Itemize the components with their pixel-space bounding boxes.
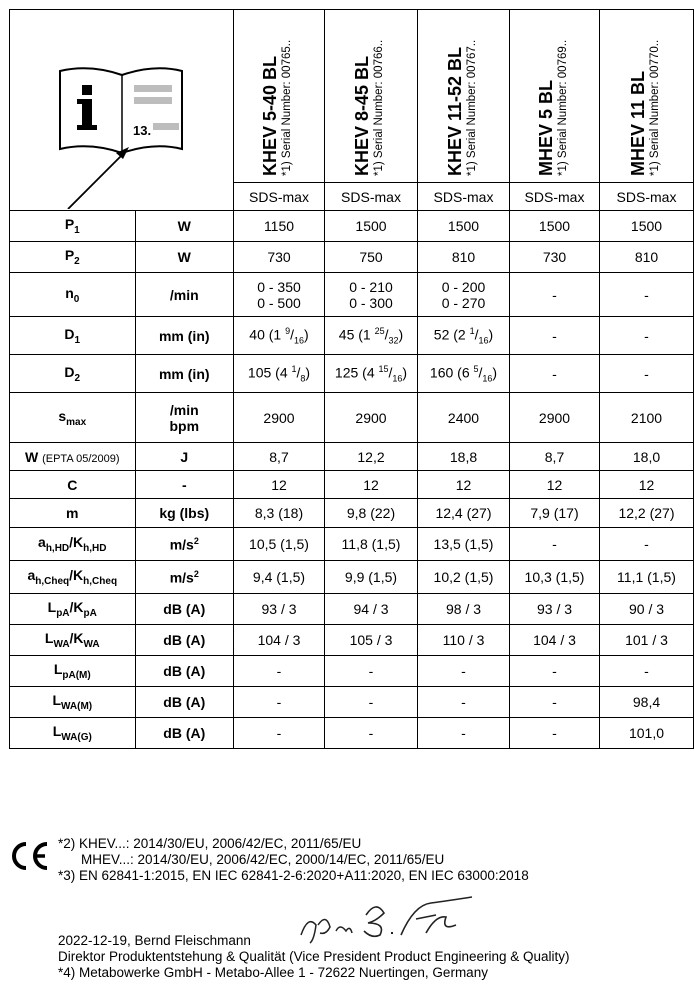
unit-label: dB (A): [135, 718, 233, 749]
chuck-type: SDS-max: [510, 183, 600, 211]
parameter-label: $L_{pA(M)}$: [10, 656, 136, 687]
model-name: MHEV 11 BL: [627, 70, 648, 176]
value-cell: 98 / 3: [418, 594, 510, 625]
manual-icon-cell: [10, 10, 234, 211]
parameter-label: $P_1$: [10, 211, 136, 242]
value-cell: 40 (1 $^9/_{16}$): [234, 317, 325, 355]
signatory-title: Direktor Produktentstehung & Qualität (Vice President Product Engineering & Quality): [58, 949, 570, 964]
value-cell: 1500: [418, 211, 510, 242]
value-cell: -: [234, 718, 325, 749]
value-cell: -: [510, 718, 600, 749]
table-row: [10, 594, 694, 625]
serial-number: *1) Serial Number: 00770..: [648, 39, 661, 176]
value-cell: 810: [418, 242, 510, 273]
value-cell: 1500: [600, 211, 694, 242]
value-cell: 18,8: [418, 443, 510, 471]
value-cell: 18,0: [600, 443, 694, 471]
parameter-label: $L_{WA(M)}$: [10, 687, 136, 718]
value-cell: 730: [510, 242, 600, 273]
table-row: [10, 443, 694, 471]
serial-number: *1) Serial Number: 00766..: [373, 39, 385, 176]
info-book-icon: [10, 11, 233, 209]
value-cell: 9,4 (1,5): [234, 561, 325, 594]
table-row: [10, 273, 694, 317]
standards-line: *3) EN 62841-1:2015, EN IEC 62841-2-6:2020+A11:2020, EN IEC 63000:2018: [58, 868, 529, 883]
serial-number: *1) Serial Number: 00769..: [556, 39, 569, 176]
value-cell: -: [418, 718, 510, 749]
unit-label: dB (A): [135, 625, 233, 656]
table-row: [10, 687, 694, 718]
parameter-label: $s_{max}$: [10, 393, 136, 443]
value-cell: 12: [234, 471, 325, 499]
value-cell: 8,7: [234, 443, 325, 471]
unit-label: dB (A): [135, 687, 233, 718]
value-cell: 12,2 (27): [600, 499, 694, 528]
value-cell: 10,3 (1,5): [510, 561, 600, 594]
value-cell: -: [600, 355, 694, 393]
value-cell: 12: [510, 471, 600, 499]
value-cell: -: [325, 656, 418, 687]
model-header-2: [325, 10, 418, 183]
value-cell: 45 (1 $^{25}/_{32}$): [325, 317, 418, 355]
value-cell: 2900: [510, 393, 600, 443]
value-cell: 125 (4 $^{15}/_{16}$): [325, 355, 418, 393]
value-cell: 1500: [510, 211, 600, 242]
value-cell: 2100: [600, 393, 694, 443]
signature: [296, 895, 476, 945]
value-cell: 93 / 3: [234, 594, 325, 625]
table-row: [10, 499, 694, 528]
chuck-type: SDS-max: [325, 183, 418, 211]
unit-label: $m/s^2$: [135, 561, 233, 594]
model-name: KHEV 5-40 BL: [260, 55, 280, 176]
model-name: KHEV 8-45 BL: [352, 55, 372, 176]
value-cell: 52 (2 $^1/_{16}$): [418, 317, 510, 355]
table-row: [10, 355, 694, 393]
table-row: [10, 528, 694, 561]
value-cell: 750: [325, 242, 418, 273]
value-cell: 0 - 200 0 - 270: [418, 273, 510, 317]
value-cell: 110 / 3: [418, 625, 510, 656]
parameter-label: $n_0$: [10, 273, 136, 317]
value-cell: 2900: [325, 393, 418, 443]
value-cell: -: [418, 687, 510, 718]
parameter-label: C: [10, 471, 136, 499]
unit-label: /min bpm: [135, 393, 233, 443]
model-name: KHEV 11-52 BL: [444, 46, 465, 176]
value-cell: 7,9 (17): [510, 499, 600, 528]
parameter-label: $a_{h,Cheq}/K_{h,Cheq}$: [10, 561, 136, 594]
value-cell: 11,8 (1,5): [325, 528, 418, 561]
directive-line-mhev: MHEV...: 2014/30/EU, 2006/42/EC, 2000/14/EC, 2011/65/EU: [81, 852, 445, 867]
value-cell: -: [600, 528, 694, 561]
value-cell: -: [325, 687, 418, 718]
chuck-type: SDS-max: [234, 183, 325, 211]
value-cell: 98,4: [600, 687, 694, 718]
value-cell: 160 (6 $^5/_{16}$): [418, 355, 510, 393]
value-cell: 1150: [234, 211, 325, 242]
serial-number: *1) Serial Number: 00765..: [281, 39, 293, 176]
unit-label: /min: [135, 273, 233, 317]
value-cell: 0 - 210 0 - 300: [325, 273, 418, 317]
parameter-label: $L_{WA(G)}$: [10, 718, 136, 749]
unit-label: mm (in): [135, 355, 233, 393]
signatory-date-name: 2022-12-19, Bernd Fleischmann: [58, 933, 251, 948]
spec-table: [9, 9, 694, 749]
unit-label: $m/s^2$: [135, 528, 233, 561]
table-row: [10, 211, 694, 242]
unit-label: -: [135, 471, 233, 499]
unit-label: dB (A): [135, 656, 233, 687]
model-name: MHEV 5 BL: [535, 79, 556, 176]
value-cell: 101 / 3: [600, 625, 694, 656]
parameter-label: $D_2$: [10, 355, 136, 393]
parameter-label: $D_1$: [10, 317, 136, 355]
parameter-label: $a_{h,HD}/K_{h,HD}$: [10, 528, 136, 561]
value-cell: 9,9 (1,5): [325, 561, 418, 594]
table-row: [10, 656, 694, 687]
table-row: [10, 561, 694, 594]
model-header-4: [510, 10, 600, 183]
directive-line-khev: *2) KHEV...: 2014/30/EU, 2006/42/EC, 2011/65/EU: [58, 836, 362, 851]
company-address: *4) Metabowerke GmbH - Metabo-Allee 1 - 72622 Nuertingen, Germany: [58, 965, 488, 980]
value-cell: 0 - 350 0 - 500: [234, 273, 325, 317]
parameter-label: $P_2$: [10, 242, 136, 273]
value-cell: -: [510, 687, 600, 718]
manual-ref: 13.: [133, 123, 152, 138]
unit-label: dB (A): [135, 594, 233, 625]
value-cell: 810: [600, 242, 694, 273]
table-row: [10, 242, 694, 273]
value-cell: -: [600, 317, 694, 355]
unit-label: J: [135, 443, 233, 471]
value-cell: 12: [600, 471, 694, 499]
unit-label: W: [135, 242, 233, 273]
value-cell: -: [510, 273, 600, 317]
parameter-label: W (EPTA 05/2009): [10, 443, 136, 471]
value-cell: -: [510, 528, 600, 561]
value-cell: 93 / 3: [510, 594, 600, 625]
value-cell: -: [234, 687, 325, 718]
value-cell: 730: [234, 242, 325, 273]
value-cell: -: [510, 317, 600, 355]
value-cell: 2400: [418, 393, 510, 443]
value-cell: -: [418, 656, 510, 687]
value-cell: -: [600, 656, 694, 687]
value-cell: 8,7: [510, 443, 600, 471]
value-cell: 12: [325, 471, 418, 499]
value-cell: 90 / 3: [600, 594, 694, 625]
serial-number: *1) Serial Number: 00767..: [465, 39, 478, 176]
chuck-type: SDS-max: [418, 183, 510, 211]
table-row: [10, 393, 694, 443]
value-cell: 2900: [234, 393, 325, 443]
value-cell: -: [510, 355, 600, 393]
value-cell: 104 / 3: [510, 625, 600, 656]
model-header-1: [234, 10, 325, 183]
unit-label: mm (in): [135, 317, 233, 355]
value-cell: 12: [418, 471, 510, 499]
value-cell: 94 / 3: [325, 594, 418, 625]
parameter-label: $L_{pA}/K_{pA}$: [10, 594, 136, 625]
model-header-3: [418, 10, 510, 183]
value-cell: -: [325, 718, 418, 749]
table-row: [10, 625, 694, 656]
value-cell: -: [234, 656, 325, 687]
ce-mark-icon: [9, 841, 51, 871]
value-cell: 10,2 (1,5): [418, 561, 510, 594]
value-cell: -: [600, 273, 694, 317]
table-row: [10, 718, 694, 749]
table-row: [10, 471, 694, 499]
value-cell: 13,5 (1,5): [418, 528, 510, 561]
table-row: [10, 317, 694, 355]
value-cell: 8,3 (18): [234, 499, 325, 528]
value-cell: 9,8 (22): [325, 499, 418, 528]
value-cell: 105 (4 $^1/_8$): [234, 355, 325, 393]
value-cell: 105 / 3: [325, 625, 418, 656]
model-header-5: [600, 10, 694, 183]
value-cell: 104 / 3: [234, 625, 325, 656]
unit-label: W: [135, 211, 233, 242]
value-cell: 12,4 (27): [418, 499, 510, 528]
unit-label: kg (lbs): [135, 499, 233, 528]
value-cell: 10,5 (1,5): [234, 528, 325, 561]
value-cell: 12,2: [325, 443, 418, 471]
value-cell: 11,1 (1,5): [600, 561, 694, 594]
parameter-label: m: [10, 499, 136, 528]
value-cell: -: [510, 656, 600, 687]
value-cell: 1500: [325, 211, 418, 242]
parameter-label: $L_{WA}/K_{WA}$: [10, 625, 136, 656]
value-cell: 101,0: [600, 718, 694, 749]
chuck-type: SDS-max: [600, 183, 694, 211]
